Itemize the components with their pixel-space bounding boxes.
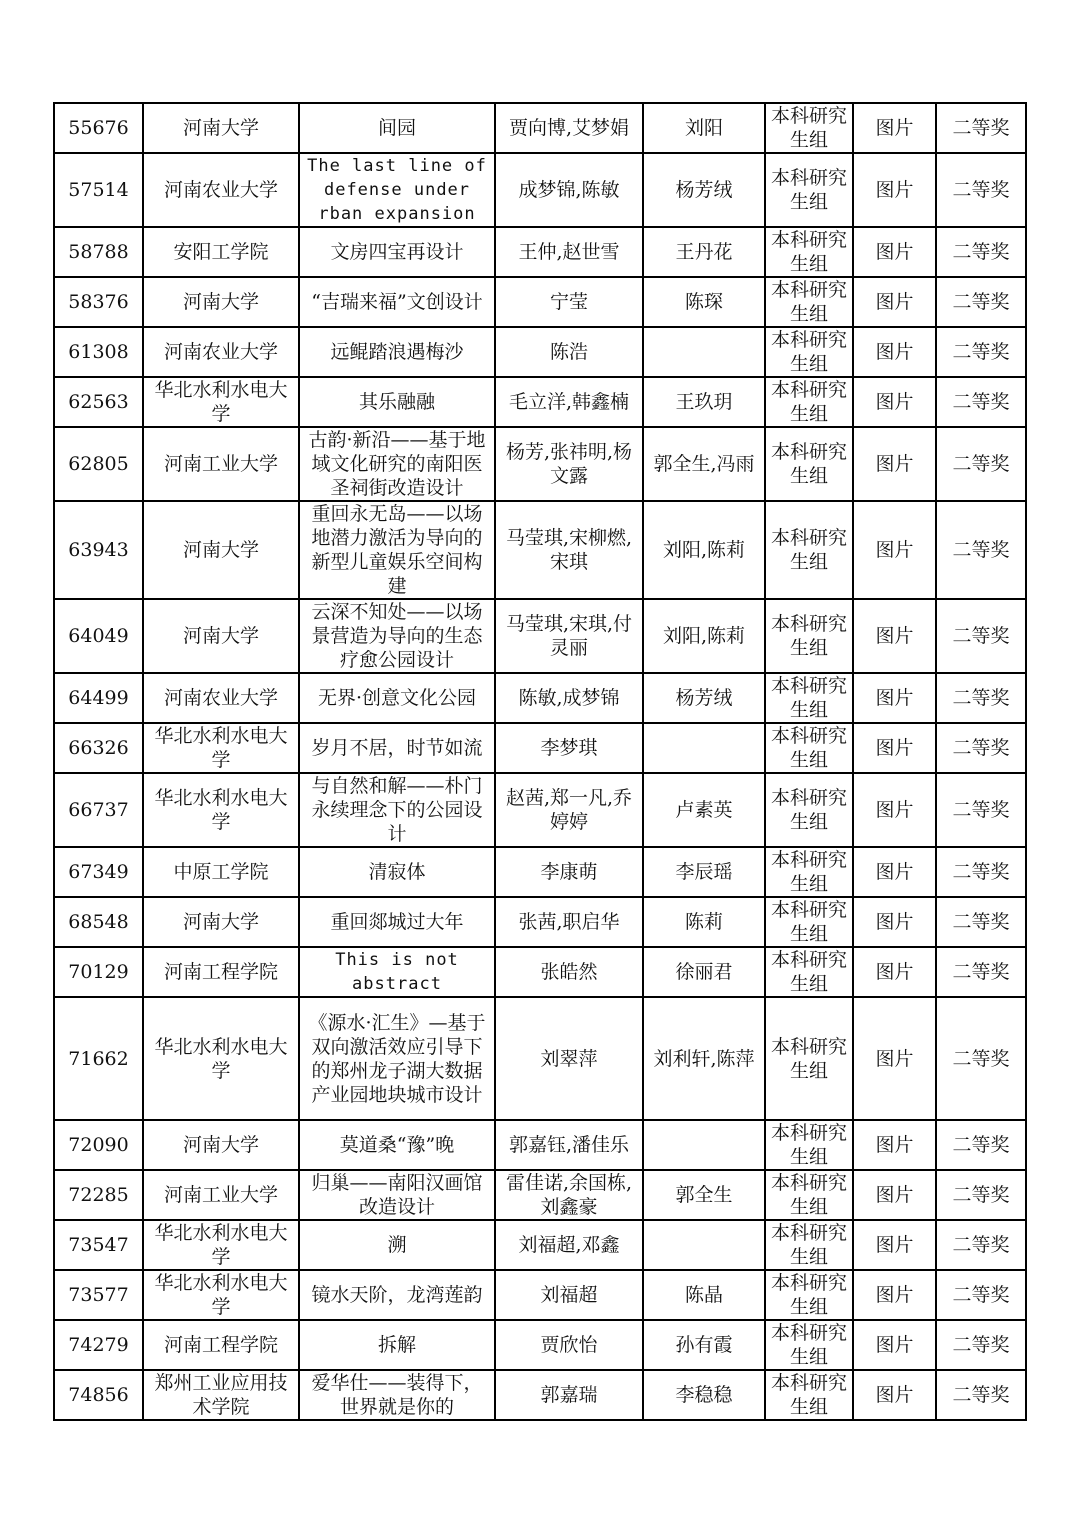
table-row — [54, 1270, 1026, 1320]
advisor-cell: 杨芳绒 — [643, 673, 765, 723]
table-row — [54, 227, 1026, 277]
authors-cell: 刘福超 — [495, 1270, 643, 1320]
school-cell: 安阳工学院 — [143, 227, 299, 277]
authors-cell: 张皓然 — [495, 947, 643, 997]
authors-cell: 李康萌 — [495, 847, 643, 897]
advisor-cell: 陈莉 — [643, 897, 765, 947]
award-cell: 二等奖 — [936, 501, 1026, 599]
authors-cell: 马莹琪,宋琪,付灵丽 — [495, 599, 643, 673]
group-cell: 本科研究生组 — [765, 673, 853, 723]
advisor-cell — [643, 723, 765, 773]
award-cell: 二等奖 — [936, 427, 1026, 501]
group-cell: 本科研究生组 — [765, 1120, 853, 1170]
school-cell: 华北水利水电大学 — [143, 377, 299, 427]
award-cell: 二等奖 — [936, 997, 1026, 1120]
table-row — [54, 1170, 1026, 1220]
advisor-cell — [643, 1120, 765, 1170]
entry-id-cell: 70129 — [54, 947, 143, 997]
award-cell: 二等奖 — [936, 1170, 1026, 1220]
entry-id-cell: 73577 — [54, 1270, 143, 1320]
table-row — [54, 997, 1026, 1120]
award-cell: 二等奖 — [936, 773, 1026, 847]
work-title-cell: 岁月不居，时节如流 — [299, 723, 495, 773]
category-cell: 图片 — [853, 599, 936, 673]
group-cell: 本科研究生组 — [765, 1370, 853, 1420]
category-cell: 图片 — [853, 277, 936, 327]
work-title-cell: 其乐融融 — [299, 377, 495, 427]
award-cell: 二等奖 — [936, 227, 1026, 277]
table-row — [54, 773, 1026, 847]
category-cell: 图片 — [853, 1370, 936, 1420]
entry-id-cell: 66737 — [54, 773, 143, 847]
advisor-cell: 卢素英 — [643, 773, 765, 847]
work-title-cell: 《源水·汇生》—基于双向激活效应引导下的郑州龙子湖大数据产业园地块城市设计 — [299, 997, 495, 1120]
group-cell: 本科研究生组 — [765, 847, 853, 897]
authors-cell: 成梦锦,陈敏 — [495, 153, 643, 227]
group-cell: 本科研究生组 — [765, 227, 853, 277]
award-cell: 二等奖 — [936, 1120, 1026, 1170]
award-cell: 二等奖 — [936, 847, 1026, 897]
school-cell: 中原工学院 — [143, 847, 299, 897]
work-title-cell: 无界·创意文化公园 — [299, 673, 495, 723]
entry-id-cell: 61308 — [54, 327, 143, 377]
school-cell: 河南工程学院 — [143, 947, 299, 997]
advisor-cell: 王玖玥 — [643, 377, 765, 427]
authors-cell: 宁莹 — [495, 277, 643, 327]
table-row — [54, 847, 1026, 897]
group-cell: 本科研究生组 — [765, 327, 853, 377]
award-cell: 二等奖 — [936, 947, 1026, 997]
award-cell: 二等奖 — [936, 1220, 1026, 1270]
authors-cell: 杨芳,张祎明,杨文露 — [495, 427, 643, 501]
category-cell: 图片 — [853, 997, 936, 1120]
authors-cell: 郭嘉瑞 — [495, 1370, 643, 1420]
authors-cell: 郭嘉钰,潘佳乐 — [495, 1120, 643, 1170]
entry-id-cell: 71662 — [54, 997, 143, 1120]
group-cell: 本科研究生组 — [765, 599, 853, 673]
authors-cell: 刘翠萍 — [495, 997, 643, 1120]
authors-cell: 雷佳诺,余国栋,刘鑫豪 — [495, 1170, 643, 1220]
work-title-cell: The last line of defense under rban expansion — [299, 153, 495, 227]
school-cell: 河南农业大学 — [143, 153, 299, 227]
entry-id-cell: 62805 — [54, 427, 143, 501]
table-row — [54, 103, 1026, 153]
table-row — [54, 897, 1026, 947]
school-cell: 河南工程学院 — [143, 1320, 299, 1370]
entry-id-cell: 74279 — [54, 1320, 143, 1370]
school-cell: 河南大学 — [143, 103, 299, 153]
table-row — [54, 723, 1026, 773]
entry-id-cell: 62563 — [54, 377, 143, 427]
authors-cell: 赵茜,郑一凡,乔婷婷 — [495, 773, 643, 847]
group-cell: 本科研究生组 — [765, 1220, 853, 1270]
school-cell: 河南工业大学 — [143, 1170, 299, 1220]
work-title-cell: 拆解 — [299, 1320, 495, 1370]
award-cell: 二等奖 — [936, 1320, 1026, 1370]
category-cell: 图片 — [853, 773, 936, 847]
category-cell: 图片 — [853, 227, 936, 277]
table-row — [54, 427, 1026, 501]
authors-cell: 陈敏,成梦锦 — [495, 673, 643, 723]
advisor-cell: 徐丽君 — [643, 947, 765, 997]
awards-table — [53, 102, 1027, 1421]
advisor-cell: 郭全生 — [643, 1170, 765, 1220]
school-cell: 河南农业大学 — [143, 673, 299, 723]
category-cell: 图片 — [853, 847, 936, 897]
group-cell: 本科研究生组 — [765, 773, 853, 847]
group-cell: 本科研究生组 — [765, 277, 853, 327]
table-row — [54, 327, 1026, 377]
advisor-cell: 刘利轩,陈萍 — [643, 997, 765, 1120]
advisor-cell: 王丹花 — [643, 227, 765, 277]
advisor-cell: 刘阳 — [643, 103, 765, 153]
school-cell: 华北水利水电大学 — [143, 997, 299, 1120]
school-cell: 河南大学 — [143, 1120, 299, 1170]
group-cell: 本科研究生组 — [765, 997, 853, 1120]
category-cell: 图片 — [853, 1120, 936, 1170]
award-cell: 二等奖 — [936, 599, 1026, 673]
school-cell: 河南工业大学 — [143, 427, 299, 501]
group-cell: 本科研究生组 — [765, 501, 853, 599]
table-row — [54, 1320, 1026, 1370]
category-cell: 图片 — [853, 103, 936, 153]
group-cell: 本科研究生组 — [765, 947, 853, 997]
advisor-cell: 陈琛 — [643, 277, 765, 327]
work-title-cell: 爱华仕——装得下，世界就是你的 — [299, 1370, 495, 1420]
group-cell: 本科研究生组 — [765, 103, 853, 153]
award-cell: 二等奖 — [936, 723, 1026, 773]
work-title-cell: 重回永无岛——以场地潜力激活为导向的新型儿童娱乐空间构建 — [299, 501, 495, 599]
award-cell: 二等奖 — [936, 673, 1026, 723]
entry-id-cell: 72090 — [54, 1120, 143, 1170]
work-title-cell: 古韵·新沿——基于地域文化研究的南阳医圣祠街改造设计 — [299, 427, 495, 501]
authors-cell: 刘福超,邓鑫 — [495, 1220, 643, 1270]
table-row — [54, 1120, 1026, 1170]
entry-id-cell: 64049 — [54, 599, 143, 673]
entry-id-cell: 73547 — [54, 1220, 143, 1270]
award-cell: 二等奖 — [936, 377, 1026, 427]
advisor-cell: 陈晶 — [643, 1270, 765, 1320]
authors-cell: 李梦琪 — [495, 723, 643, 773]
school-cell: 华北水利水电大学 — [143, 723, 299, 773]
school-cell: 河南大学 — [143, 599, 299, 673]
category-cell: 图片 — [853, 327, 936, 377]
group-cell: 本科研究生组 — [765, 1170, 853, 1220]
entry-id-cell: 64499 — [54, 673, 143, 723]
group-cell: 本科研究生组 — [765, 377, 853, 427]
school-cell: 华北水利水电大学 — [143, 1270, 299, 1320]
advisor-cell: 郭全生,冯雨 — [643, 427, 765, 501]
table-row — [54, 501, 1026, 599]
authors-cell: 马莹琪,宋柳燃,宋琪 — [495, 501, 643, 599]
entry-id-cell: 74856 — [54, 1370, 143, 1420]
advisor-cell: 杨芳绒 — [643, 153, 765, 227]
entry-id-cell: 72285 — [54, 1170, 143, 1220]
award-cell: 二等奖 — [936, 153, 1026, 227]
advisor-cell — [643, 327, 765, 377]
table-row — [54, 599, 1026, 673]
category-cell: 图片 — [853, 153, 936, 227]
work-title-cell: 莫道桑“豫”晚 — [299, 1120, 495, 1170]
award-cell: 二等奖 — [936, 103, 1026, 153]
category-cell: 图片 — [853, 427, 936, 501]
work-title-cell: This is not abstract — [299, 947, 495, 997]
school-cell: 河南农业大学 — [143, 327, 299, 377]
table-row — [54, 673, 1026, 723]
work-title-cell: 云深不知处——以场景营造为导向的生态疗愈公园设计 — [299, 599, 495, 673]
advisor-cell: 孙有霞 — [643, 1320, 765, 1370]
authors-cell: 王仲,赵世雪 — [495, 227, 643, 277]
category-cell: 图片 — [853, 1220, 936, 1270]
group-cell: 本科研究生组 — [765, 897, 853, 947]
school-cell: 华北水利水电大学 — [143, 1220, 299, 1270]
work-title-cell: “吉瑞来福”文创设计 — [299, 277, 495, 327]
work-title-cell: 文房四宝再设计 — [299, 227, 495, 277]
award-cell: 二等奖 — [936, 1270, 1026, 1320]
work-title-cell: 与自然和解——朴门永续理念下的公园设计 — [299, 773, 495, 847]
school-cell: 华北水利水电大学 — [143, 773, 299, 847]
table-row — [54, 1220, 1026, 1270]
table-row — [54, 377, 1026, 427]
entry-id-cell: 55676 — [54, 103, 143, 153]
advisor-cell: 刘阳,陈莉 — [643, 599, 765, 673]
award-cell: 二等奖 — [936, 277, 1026, 327]
category-cell: 图片 — [853, 377, 936, 427]
authors-cell: 贾欣怡 — [495, 1320, 643, 1370]
advisor-cell: 刘阳,陈莉 — [643, 501, 765, 599]
group-cell: 本科研究生组 — [765, 427, 853, 501]
authors-cell: 毛立洋,韩鑫楠 — [495, 377, 643, 427]
entry-id-cell: 58788 — [54, 227, 143, 277]
entry-id-cell: 57514 — [54, 153, 143, 227]
work-title-cell: 清寂体 — [299, 847, 495, 897]
advisor-cell: 李稳稳 — [643, 1370, 765, 1420]
table-row — [54, 947, 1026, 997]
work-title-cell: 镜水天阶，龙湾莲韵 — [299, 1270, 495, 1320]
work-title-cell: 远鲲踏浪遇梅沙 — [299, 327, 495, 377]
authors-cell: 陈浩 — [495, 327, 643, 377]
table-row — [54, 1370, 1026, 1420]
entry-id-cell: 66326 — [54, 723, 143, 773]
advisor-cell — [643, 1220, 765, 1270]
entry-id-cell: 67349 — [54, 847, 143, 897]
work-title-cell: 重回郯城过大年 — [299, 897, 495, 947]
category-cell: 图片 — [853, 723, 936, 773]
school-cell: 河南大学 — [143, 277, 299, 327]
category-cell: 图片 — [853, 947, 936, 997]
category-cell: 图片 — [853, 673, 936, 723]
entry-id-cell: 63943 — [54, 501, 143, 599]
advisor-cell: 李辰瑶 — [643, 847, 765, 897]
group-cell: 本科研究生组 — [765, 1270, 853, 1320]
work-title-cell: 间园 — [299, 103, 495, 153]
group-cell: 本科研究生组 — [765, 1320, 853, 1370]
category-cell: 图片 — [853, 501, 936, 599]
school-cell: 河南大学 — [143, 897, 299, 947]
work-title-cell: 归巢——南阳汉画馆改造设计 — [299, 1170, 495, 1220]
table-row — [54, 153, 1026, 227]
category-cell: 图片 — [853, 897, 936, 947]
award-cell: 二等奖 — [936, 897, 1026, 947]
entry-id-cell: 68548 — [54, 897, 143, 947]
work-title-cell: 溯 — [299, 1220, 495, 1270]
table-row — [54, 277, 1026, 327]
authors-cell: 张茜,职启华 — [495, 897, 643, 947]
category-cell: 图片 — [853, 1320, 936, 1370]
award-cell: 二等奖 — [936, 327, 1026, 377]
category-cell: 图片 — [853, 1170, 936, 1220]
school-cell: 河南大学 — [143, 501, 299, 599]
authors-cell: 贾向博,艾梦娟 — [495, 103, 643, 153]
group-cell: 本科研究生组 — [765, 723, 853, 773]
award-cell: 二等奖 — [936, 1370, 1026, 1420]
entry-id-cell: 58376 — [54, 277, 143, 327]
school-cell: 郑州工业应用技术学院 — [143, 1370, 299, 1420]
category-cell: 图片 — [853, 1270, 936, 1320]
group-cell: 本科研究生组 — [765, 153, 853, 227]
